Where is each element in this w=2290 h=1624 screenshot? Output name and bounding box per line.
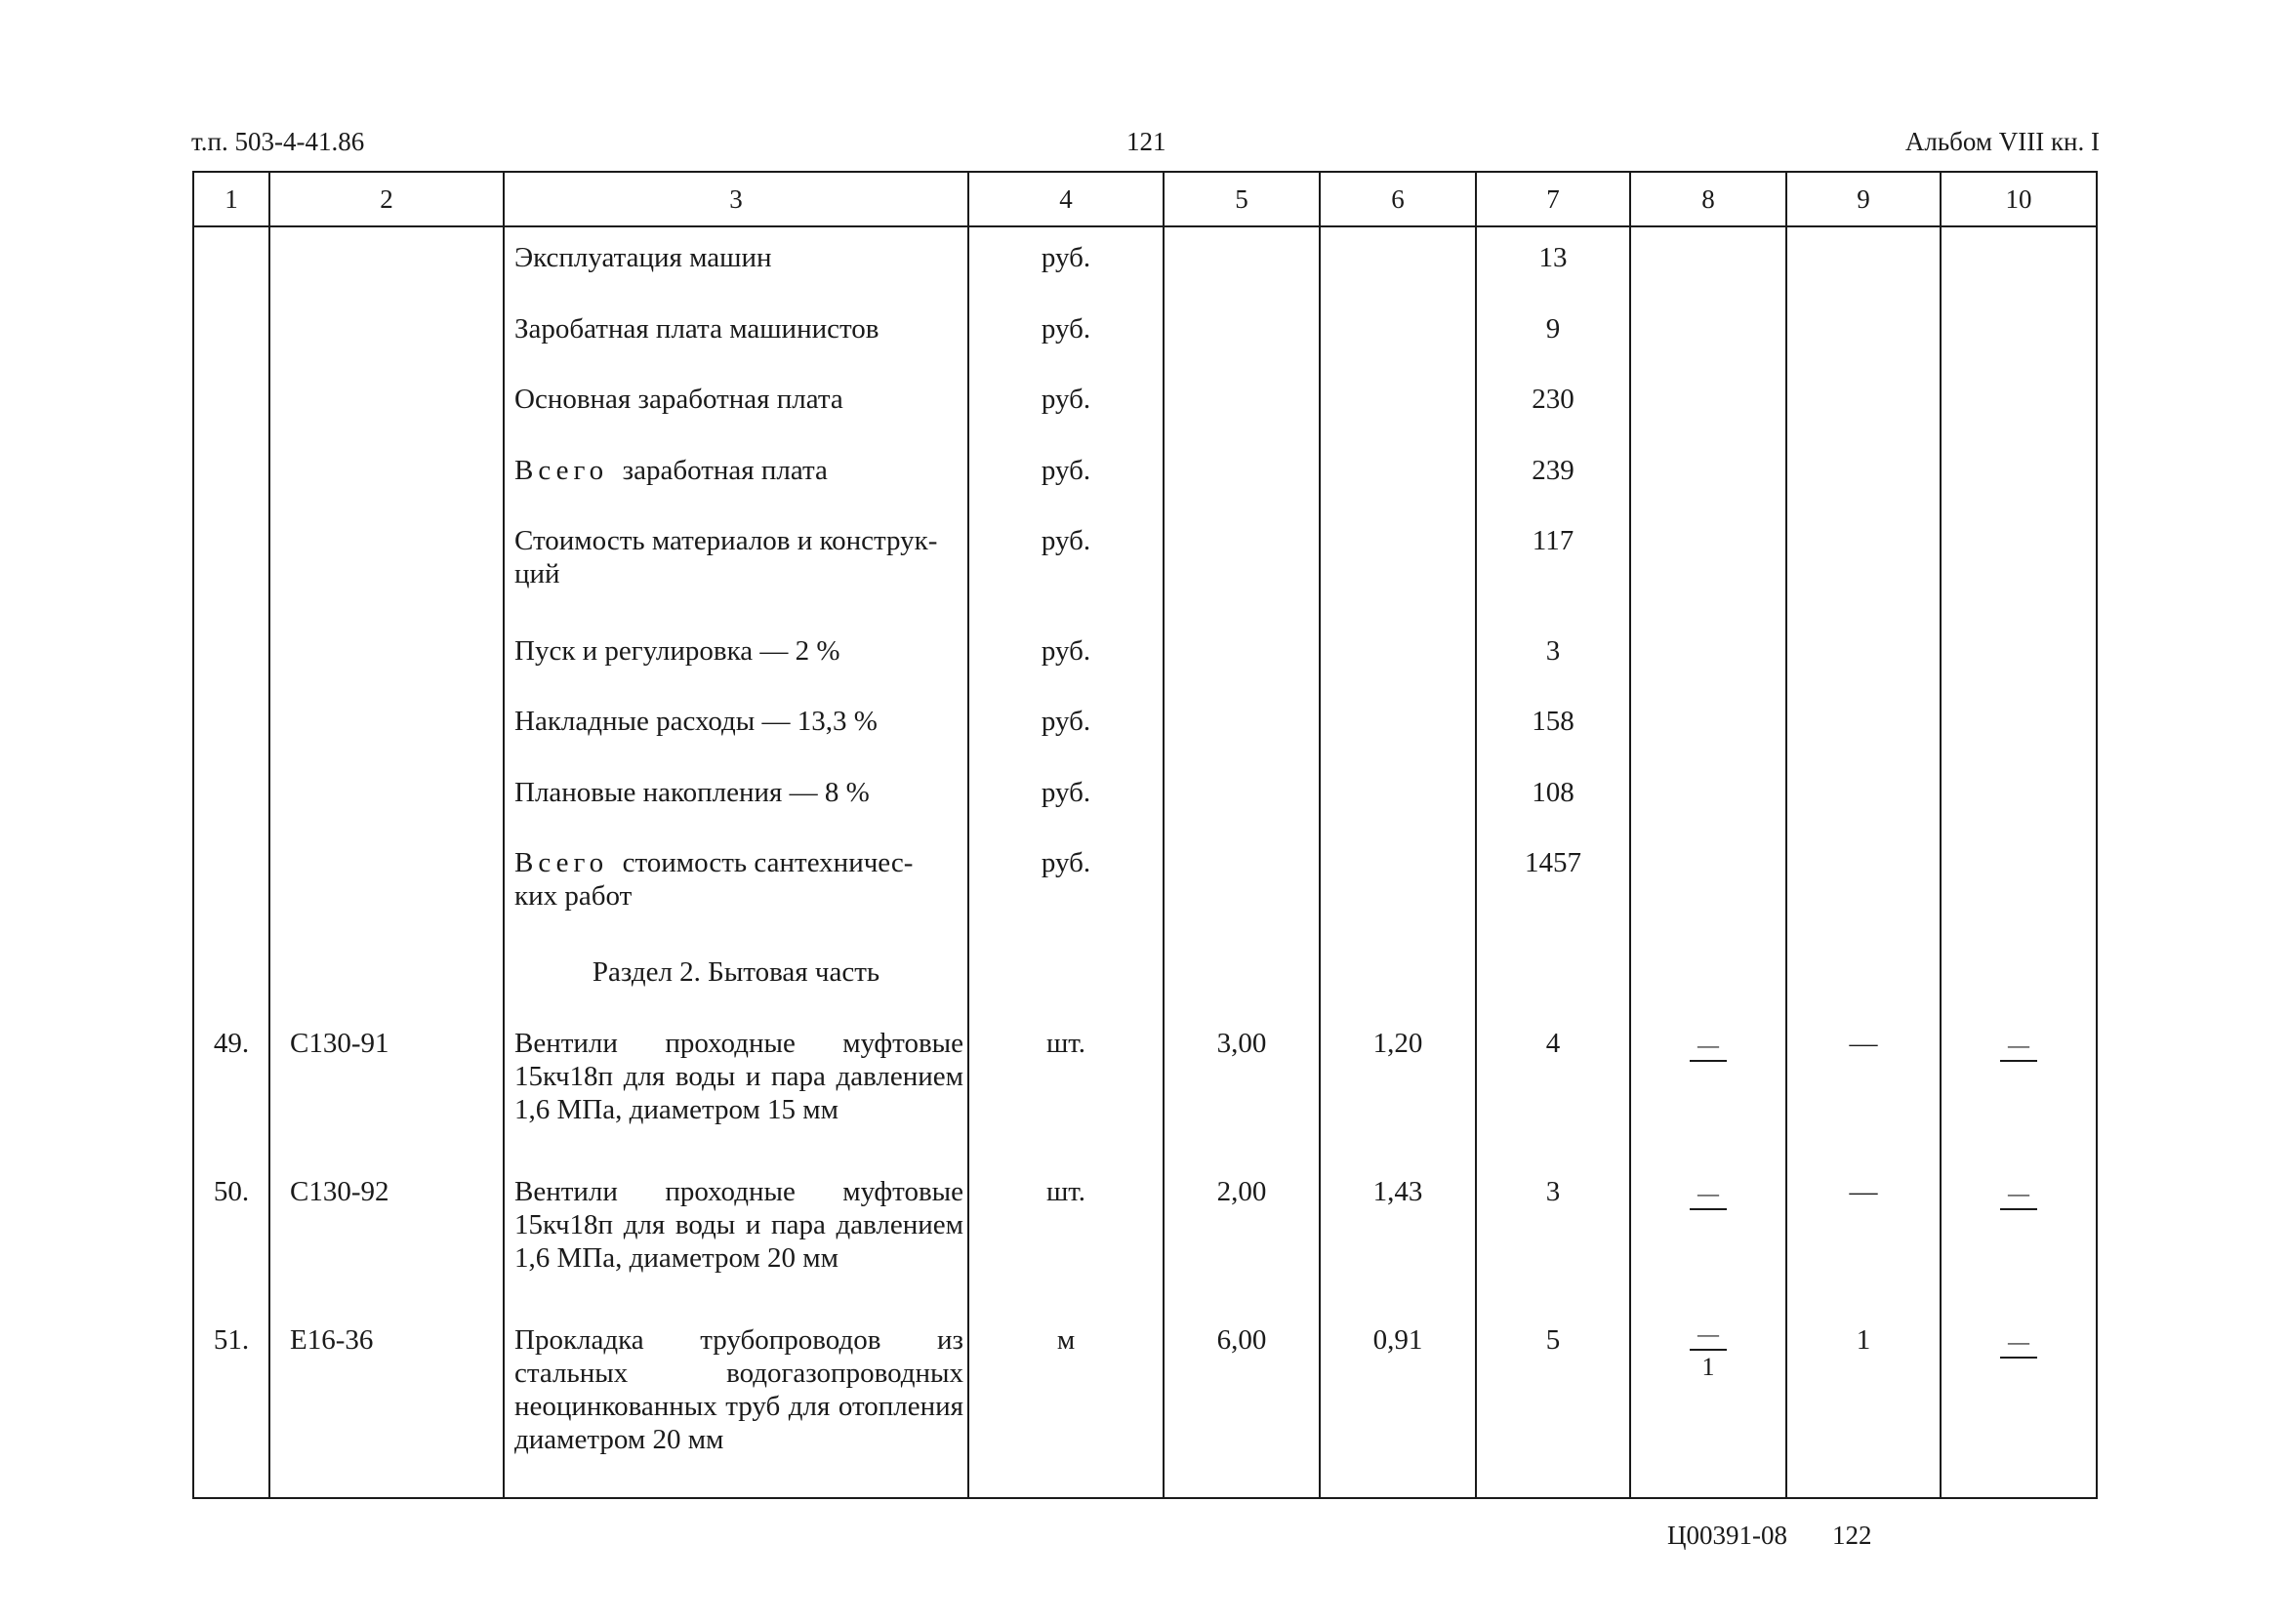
fraction-bottom — [2000, 1364, 2037, 1386]
summary-unit: руб. — [968, 226, 1164, 299]
summary-total: 230 — [1476, 369, 1630, 440]
section-row — [193, 942, 2097, 1013]
summary-row — [193, 691, 2097, 762]
summary-name: Эксплуатация машин — [504, 226, 968, 299]
summary-total: 9 — [1476, 299, 1630, 370]
summary-name — [504, 510, 968, 620]
table-row — [193, 1013, 2097, 1161]
summary-name — [504, 832, 968, 942]
item-name: Вентили проходные муфтовые 15кч18п для воды и пара давлением 1,6 МПа, диаметром 15 мм — [504, 1013, 968, 1161]
fraction-top: — — [2008, 1032, 2029, 1057]
summary-name: Накладные расходы — 13,3 % — [504, 691, 968, 762]
summary-row — [193, 440, 2097, 511]
summary-row — [193, 762, 2097, 833]
item-name: Прокладка трубопроводов из стальных водогазопроводных неоцинкованных труб для отопления диаметром 20 мм — [504, 1310, 968, 1498]
col8-fraction — [1630, 1013, 1786, 1161]
fraction-bottom — [1690, 1068, 1727, 1089]
item-name: Вентили проходные муфтовые 15кч18п для воды и пара давлением 1,6 МПа, диаметром 20 мм — [504, 1161, 968, 1310]
summary-total: 1457 — [1476, 832, 1630, 942]
col-header-6: 6 — [1320, 172, 1476, 226]
item-unit: м — [968, 1310, 1164, 1498]
item-number: 51. — [193, 1310, 269, 1498]
column-number-row — [193, 172, 2097, 226]
summary-total: 108 — [1476, 762, 1630, 833]
fraction-top: — — [1697, 1032, 1719, 1057]
col-header-5: 5 — [1164, 172, 1320, 226]
table-row — [193, 1310, 2097, 1498]
item-total: 3 — [1476, 1161, 1630, 1310]
fraction-top: — — [2008, 1328, 2029, 1354]
summary-row — [193, 832, 2097, 942]
item-quantity: 2,00 — [1164, 1161, 1320, 1310]
item-code: Е16-36 — [269, 1310, 504, 1498]
item-unit: шт. — [968, 1013, 1164, 1161]
summary-unit: руб. — [968, 299, 1164, 370]
item-unit-price: 0,91 — [1320, 1310, 1476, 1498]
col10-fraction — [1941, 1013, 2097, 1161]
summary-total: 13 — [1476, 226, 1630, 299]
col8-fraction — [1630, 1310, 1786, 1498]
item-unit-price: 1,20 — [1320, 1013, 1476, 1161]
summary-unit: руб. — [968, 621, 1164, 692]
document-code: Ц00391-08 — [1667, 1521, 1787, 1550]
summary-unit: руб. — [968, 510, 1164, 620]
summary-row — [193, 510, 2097, 620]
item-number: 50. — [193, 1161, 269, 1310]
summary-row — [193, 369, 2097, 440]
col8-fraction — [1630, 1161, 1786, 1310]
col-header-1: 1 — [193, 172, 269, 226]
summary-name: Плановые накопления — 8 % — [504, 762, 968, 833]
col9-value: — — [1786, 1161, 1941, 1310]
summary-total: 239 — [1476, 440, 1630, 511]
summary-name — [504, 440, 968, 511]
item-total: 4 — [1476, 1013, 1630, 1161]
summary-total: 3 — [1476, 621, 1630, 692]
summary-row — [193, 299, 2097, 370]
item-quantity: 3,00 — [1164, 1013, 1320, 1161]
page-number: 121 — [1126, 127, 1166, 156]
table-row — [193, 1161, 2097, 1310]
fraction-top: — — [1697, 1320, 1719, 1346]
summary-name-line: Стоимость материалов и конструк- — [514, 525, 938, 557]
document-number: т.п. 503-4-41.86 — [191, 127, 365, 156]
album-label: Альбом VIII кн. I — [1904, 127, 2100, 156]
summary-row — [193, 621, 2097, 692]
estimate-table — [192, 171, 2098, 1499]
summary-total: 117 — [1476, 510, 1630, 620]
summary-unit: руб. — [968, 369, 1164, 440]
fraction-bottom — [1690, 1216, 1727, 1238]
col-header-9: 9 — [1786, 172, 1941, 226]
summary-name-spaced: Всего — [514, 454, 609, 486]
item-code: С130-91 — [269, 1013, 504, 1161]
col-header-3: 3 — [504, 172, 968, 226]
summary-name: Пуск и регулировка — 2 % — [504, 621, 968, 692]
item-code: С130-92 — [269, 1161, 504, 1310]
col-header-7: 7 — [1476, 172, 1630, 226]
item-unit-price: 1,43 — [1320, 1161, 1476, 1310]
fraction-bottom: 1 — [1701, 1352, 1715, 1381]
summary-unit: руб. — [968, 440, 1164, 511]
section-title: Раздел 2. Бытовая часть — [504, 942, 968, 1013]
summary-name-rest: стоимость сантехничес- — [622, 847, 914, 879]
summary-name-rest: заработная плата — [622, 454, 828, 486]
fraction-top: — — [1697, 1180, 1719, 1205]
summary-total: 158 — [1476, 691, 1630, 762]
summary-name-spaced: Всего — [514, 847, 609, 879]
col-header-10: 10 — [1941, 172, 2097, 226]
col-header-8: 8 — [1630, 172, 1786, 226]
summary-unit: руб. — [968, 762, 1164, 833]
col10-fraction — [1941, 1310, 2097, 1498]
summary-unit: руб. — [968, 832, 1164, 942]
summary-unit: руб. — [968, 691, 1164, 762]
fraction-bottom — [2000, 1216, 2037, 1238]
fraction-bottom — [2000, 1068, 2037, 1089]
col10-fraction — [1941, 1161, 2097, 1310]
item-total: 5 — [1476, 1310, 1630, 1498]
summary-name: Заробатная плата машинистов — [504, 299, 968, 370]
item-number: 49. — [193, 1013, 269, 1161]
col-header-4: 4 — [968, 172, 1164, 226]
fraction-top: — — [2008, 1180, 2029, 1205]
col-header-2: 2 — [269, 172, 504, 226]
col9-value: — — [1786, 1013, 1941, 1161]
summary-name: Основная заработная плата — [504, 369, 968, 440]
col9-value: 1 — [1786, 1310, 1941, 1498]
summary-row — [193, 226, 2097, 299]
summary-name-line: ций — [514, 558, 560, 590]
summary-name-line: ких работ — [514, 880, 633, 913]
item-unit: шт. — [968, 1161, 1164, 1310]
footer-page-number: 122 — [1832, 1521, 1872, 1550]
item-quantity: 6,00 — [1164, 1310, 1320, 1498]
